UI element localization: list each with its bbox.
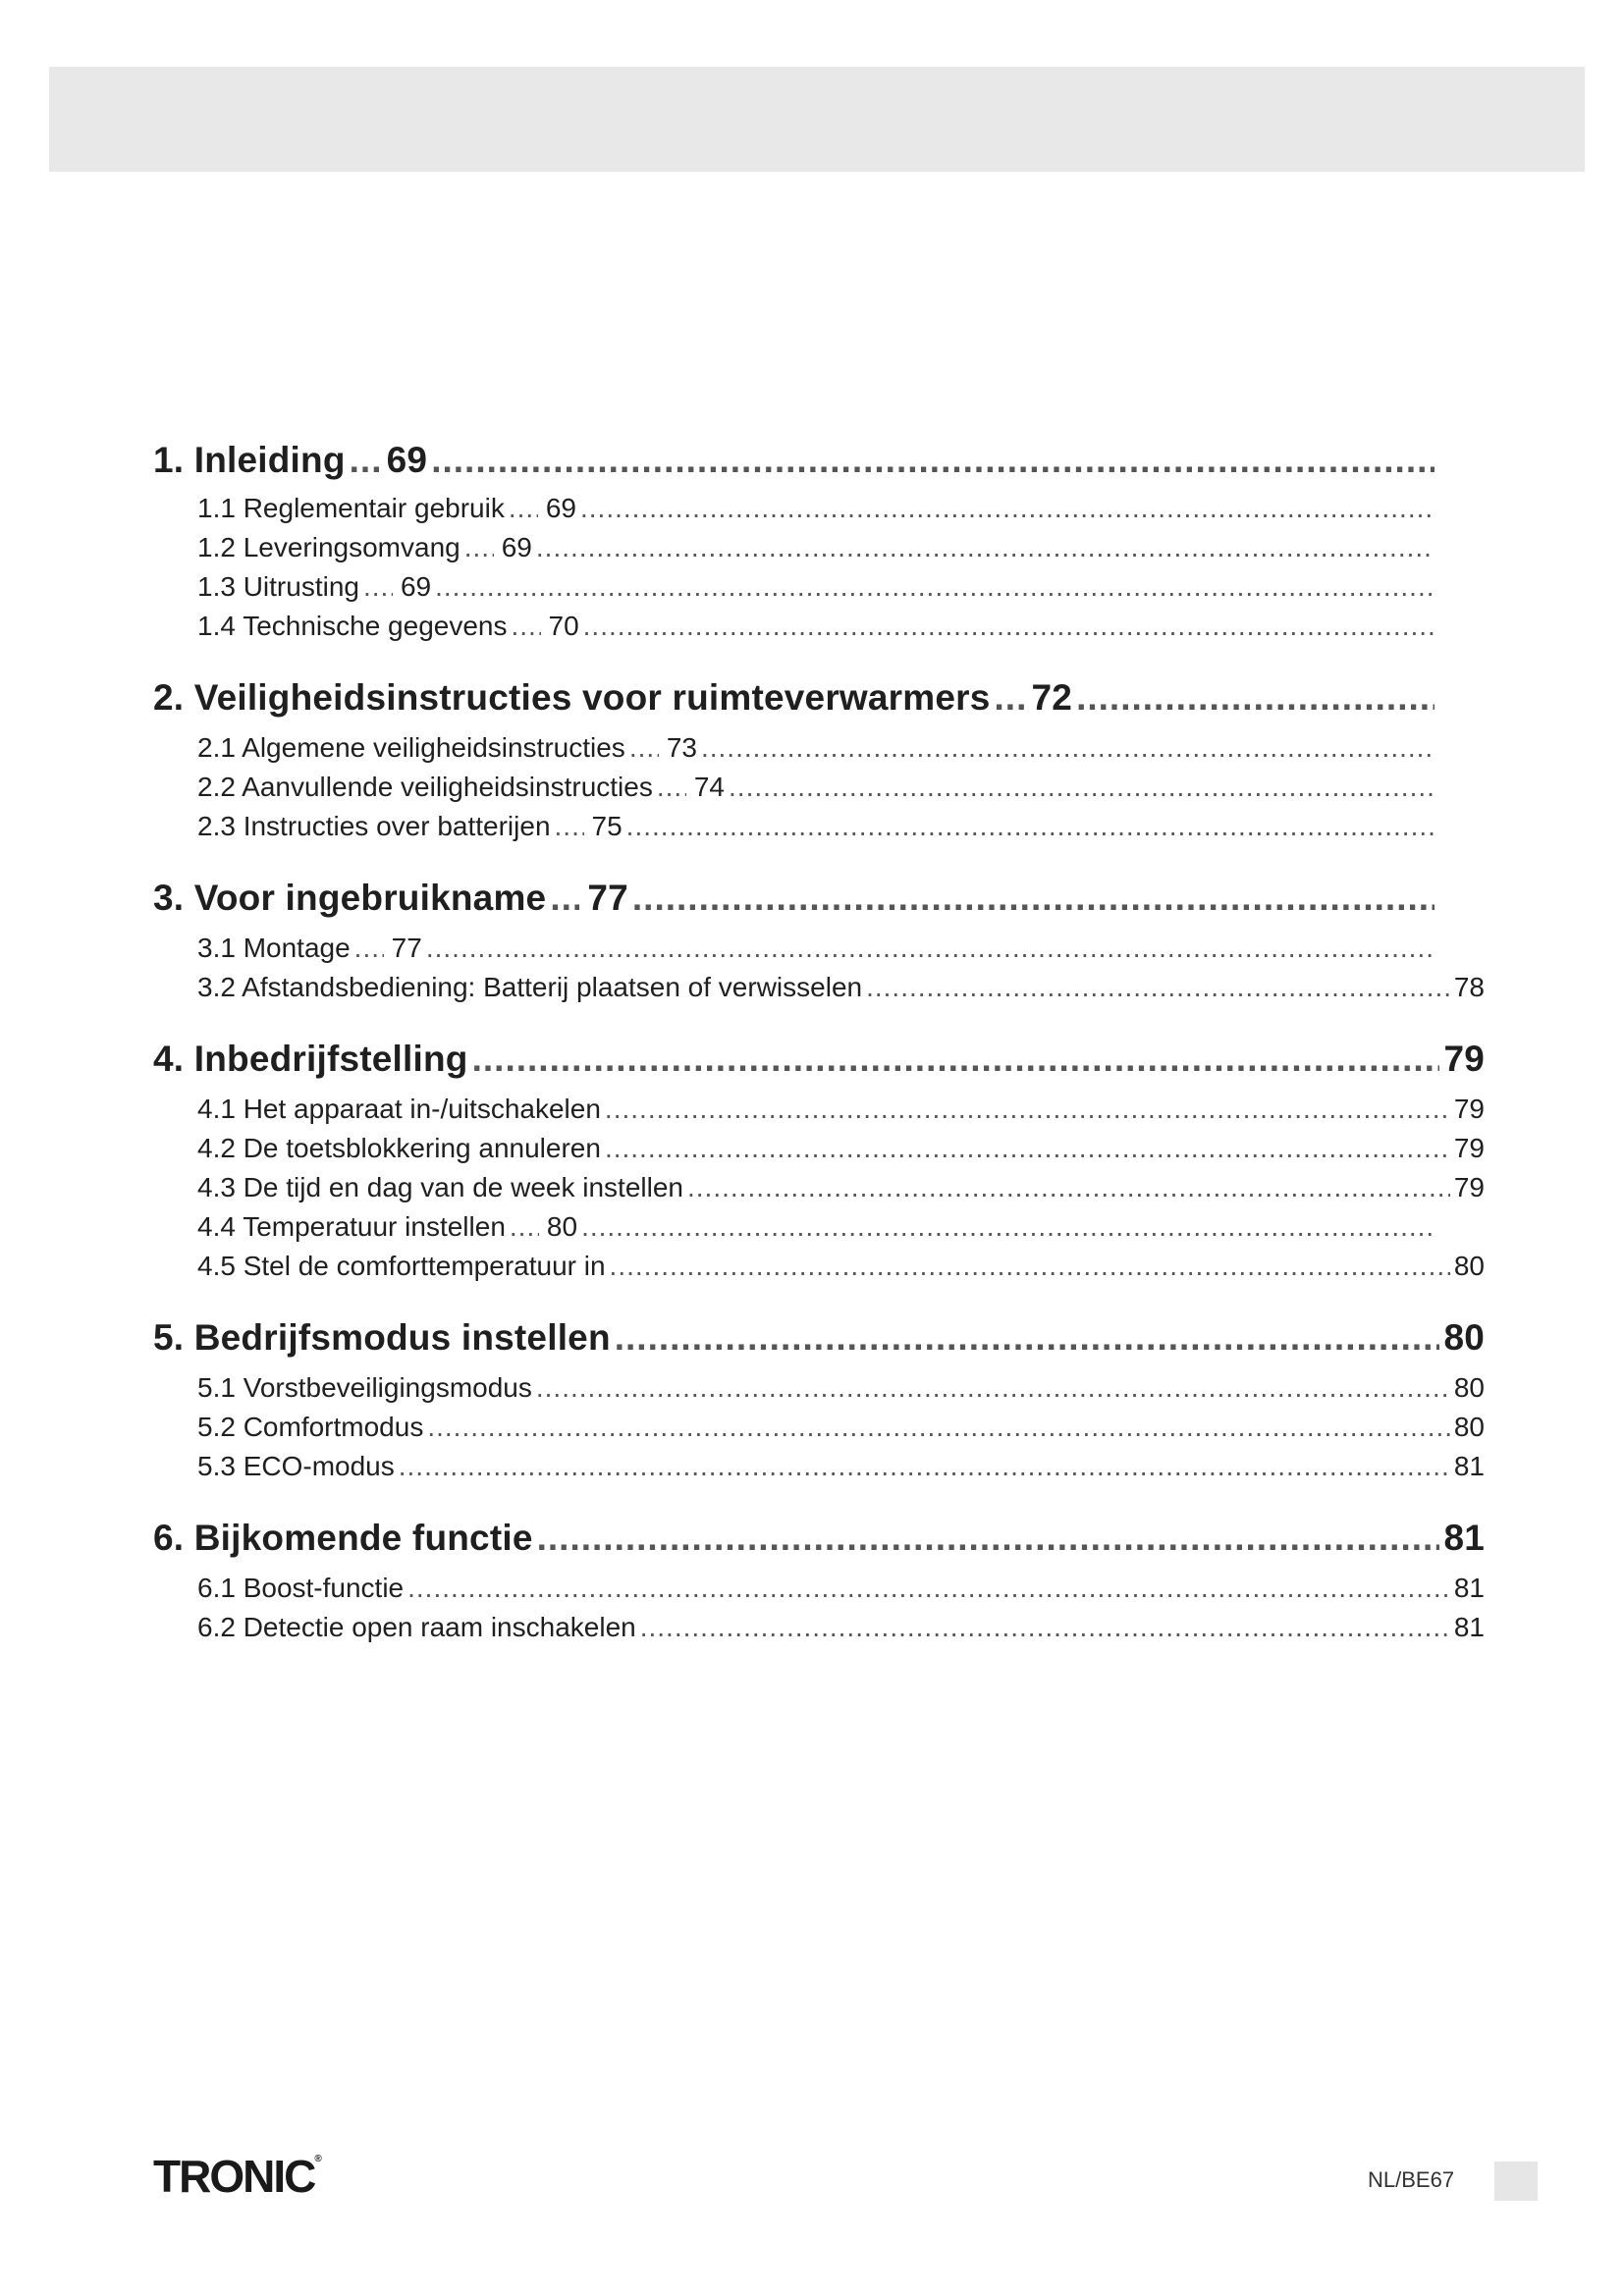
toc-entry-title: 6. Bijkomende functie (153, 1518, 533, 1558)
brand-logo: TRONIC® (153, 2151, 322, 2202)
toc-leader-dots (350, 440, 379, 481)
toc-section[interactable] (197, 571, 1438, 603)
toc-entry-title: 4.2 De toetsblokkering annuleren (197, 1133, 601, 1163)
page-number: NL/BE67 (1368, 2167, 1455, 2192)
toc-entry-page: 69 (545, 493, 576, 523)
toc-entry-title: 1. Inleiding (153, 440, 346, 480)
toc-entry-title: 1.1 Reglementair gebruik (197, 493, 505, 523)
toc-leader-dots (512, 611, 541, 642)
toc-entry-page: 81 (1453, 1612, 1485, 1642)
toc-entry-title: 4. Inbedrijfstelling (153, 1039, 468, 1079)
toc-leader-dots (399, 1451, 1450, 1482)
toc-leader-dots (580, 493, 1435, 524)
toc-entry-page: 69 (400, 571, 432, 602)
toc-section[interactable] (197, 1094, 1485, 1125)
toc-entry-page: 69 (501, 532, 532, 562)
toc-chapter[interactable] (153, 1518, 1485, 1559)
toc-entry-page: 69 (386, 440, 428, 480)
toc-entry-title: 3.1 Montage (197, 933, 351, 963)
toc-entry-page: 75 (591, 811, 623, 841)
toc-entry-title: 4.3 De tijd en dag van de week instellen (197, 1172, 683, 1202)
toc-entry-page: 77 (587, 878, 628, 918)
toc-entry-page: 73 (666, 732, 697, 763)
toc-section[interactable] (197, 1612, 1485, 1643)
toc-section[interactable] (197, 972, 1485, 1003)
toc-entry-page: 80 (1453, 1372, 1485, 1403)
toc-leader-dots (431, 440, 1435, 481)
toc-chapter[interactable] (153, 677, 1438, 719)
toc-leader-dots (640, 1612, 1450, 1643)
toc-section[interactable] (197, 1251, 1485, 1282)
toc-chapter[interactable] (153, 440, 1438, 481)
toc-entry-page: 80 (1443, 1317, 1485, 1358)
toc-leader-dots (1076, 677, 1435, 719)
toc-entry-title: 6.2 Detectie open raam inschakelen (197, 1612, 636, 1642)
header-band (49, 67, 1585, 172)
toc-section[interactable] (197, 732, 1438, 764)
toc-chapter[interactable] (153, 878, 1438, 919)
toc-leader-dots (435, 571, 1435, 603)
toc-leader-dots (509, 493, 538, 524)
toc-entry-page: 74 (693, 772, 726, 802)
toc-entry-title: 3. Voor ingebruikname (153, 878, 547, 918)
toc-leader-dots (605, 1133, 1450, 1164)
toc-entry-page: 80 (1453, 1412, 1485, 1442)
toc-leader-dots (657, 772, 686, 803)
toc-leader-dots (363, 571, 393, 603)
toc-entry-title: 2. Veiligheidsinstructies voor ruimteverwarmers (153, 677, 991, 718)
page-tab-marker (1494, 2162, 1538, 2201)
toc-leader-dots (995, 677, 1024, 719)
toc-chapter[interactable] (153, 1039, 1485, 1080)
toc-leader-dots (354, 933, 384, 964)
toc-entry-page: 79 (1453, 1133, 1485, 1163)
toc-entry-page: 79 (1453, 1094, 1485, 1124)
toc-entry-page: 80 (546, 1211, 578, 1242)
toc-leader-dots (464, 532, 494, 563)
toc-leader-dots (605, 1094, 1450, 1125)
toc-section[interactable] (197, 1573, 1485, 1604)
toc-entry-title: 5.3 ECO-modus (197, 1451, 395, 1481)
toc-entry-title: 4.1 Het apparaat in-/uitschakelen (197, 1094, 601, 1124)
toc-section[interactable] (197, 1211, 1438, 1243)
toc-leader-dots (537, 1518, 1440, 1559)
toc-entry-page: 70 (548, 611, 579, 641)
toc-leader-dots (536, 1372, 1450, 1404)
toc-section[interactable] (197, 1412, 1485, 1443)
toc-entry-title: 5.1 Vorstbeveiligingsmodus (197, 1372, 532, 1403)
toc-leader-dots (687, 1172, 1450, 1203)
toc-chapter[interactable] (153, 1317, 1485, 1359)
toc-section[interactable] (197, 1172, 1485, 1203)
toc-entry-title: 1.3 Uitrusting (197, 571, 359, 602)
toc-entry-title: 5.2 Comfortmodus (197, 1412, 424, 1442)
toc-entry-page: 78 (1453, 972, 1485, 1002)
toc-leader-dots (701, 732, 1435, 764)
toc-section[interactable] (197, 1372, 1485, 1404)
toc-entry-title: 6.1 Boost-functie (197, 1573, 405, 1603)
toc-section[interactable] (197, 1133, 1485, 1164)
toc-entry-page: 81 (1453, 1573, 1485, 1603)
toc-leader-dots (729, 772, 1435, 803)
toc-leader-dots (581, 1211, 1435, 1243)
toc-entry-title: 3.2 Afstandsbediening: Batterij plaatsen of verwisselen (197, 972, 863, 1002)
toc-entry-title: 1.4 Technische gegevens (197, 611, 508, 641)
toc-leader-dots (555, 811, 584, 842)
toc-entry-title: 5. Bedrijfsmodus instellen (153, 1317, 611, 1358)
toc-leader-dots (426, 933, 1435, 964)
toc-entry-title: 4.4 Temperatuur instellen (197, 1211, 506, 1242)
toc-leader-dots (427, 1412, 1450, 1443)
toc-entry-page: 72 (1031, 677, 1073, 718)
toc-leader-dots (472, 1039, 1440, 1080)
toc-entry-title: 2.2 Aanvullende veiligheidsinstructies (197, 772, 653, 802)
toc-entry-page: 79 (1453, 1172, 1485, 1202)
toc-section[interactable] (197, 532, 1438, 563)
toc-entry-page: 77 (391, 933, 422, 963)
toc-entry-page: 80 (1453, 1251, 1485, 1281)
toc-entry-page: 81 (1443, 1518, 1485, 1558)
toc-leader-dots (536, 532, 1435, 563)
toc-section[interactable] (197, 1451, 1485, 1482)
toc-entry-page: 79 (1443, 1039, 1485, 1079)
toc-section[interactable] (197, 933, 1438, 964)
toc-leader-dots (610, 1251, 1450, 1282)
toc-leader-dots (632, 878, 1435, 919)
toc-entry-title: 4.5 Stel de comforttemperatuur in (197, 1251, 606, 1281)
toc-leader-dots (615, 1317, 1440, 1359)
toc-leader-dots (866, 972, 1450, 1003)
toc-entry-title: 2.3 Instructies over batterijen (197, 811, 551, 841)
toc-leader-dots (510, 1211, 539, 1243)
toc-section[interactable] (197, 811, 1438, 842)
toc-entry-title: 2.1 Algemene veiligheidsinstructies (197, 732, 625, 763)
toc-entry-page: 81 (1453, 1451, 1485, 1481)
toc-leader-dots (626, 811, 1435, 842)
toc-leader-dots (583, 611, 1435, 642)
toc-section[interactable] (197, 493, 1438, 524)
toc-entry-title: 1.2 Leveringsomvang (197, 532, 460, 562)
toc-leader-dots (629, 732, 659, 764)
toc-leader-dots (550, 878, 579, 919)
toc-section[interactable] (197, 772, 1438, 803)
toc-section[interactable] (197, 611, 1438, 642)
toc-leader-dots (407, 1573, 1450, 1604)
